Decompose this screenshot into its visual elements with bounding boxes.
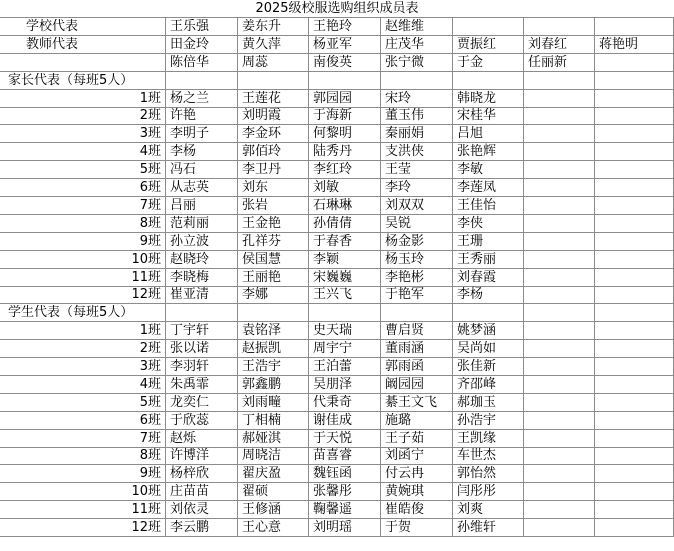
empty-cell: [524, 197, 595, 215]
school-rep-label: 学校代表: [0, 18, 166, 36]
empty-cell: [524, 215, 595, 233]
class-label: 3班: [0, 358, 166, 376]
name-cell: 王修涵: [238, 501, 309, 519]
class-label: 4班: [0, 376, 166, 394]
class-label: 10班: [0, 251, 166, 269]
name-cell: 刘依灵: [166, 501, 238, 519]
name-cell: 袁铭泽: [238, 322, 309, 340]
empty-cell: [238, 304, 309, 322]
empty-cell: [524, 394, 595, 412]
name-cell: 朱禹霏: [166, 376, 238, 394]
name-cell: 郭怡然: [453, 465, 524, 483]
empty-cell: [595, 251, 674, 269]
empty-cell: [524, 483, 595, 501]
empty-cell: [595, 501, 674, 519]
name-cell: 蒋艳明: [595, 36, 674, 54]
empty-cell: [381, 304, 453, 322]
empty-cell: [595, 215, 674, 233]
empty-cell: [595, 197, 674, 215]
empty-cell: [595, 465, 674, 483]
name-cell: 苗喜睿: [309, 447, 381, 465]
empty-cell: [595, 430, 674, 448]
name-cell: 李敏: [453, 161, 524, 179]
empty-cell: [453, 18, 524, 36]
class-label: 1班: [0, 90, 166, 108]
name-cell: 代秉奇: [309, 394, 381, 412]
class-label: 8班: [0, 447, 166, 465]
name-cell: 张馨彤: [309, 483, 381, 501]
empty-cell: [595, 72, 674, 90]
student-section-header: 学生代表（每班5人）: [0, 304, 166, 322]
name-cell: 刘敏: [309, 179, 381, 197]
name-cell: 周晓洁: [238, 447, 309, 465]
empty-cell: [595, 340, 674, 358]
empty-cell: [524, 18, 595, 36]
name-cell: 刘函宁: [381, 447, 453, 465]
class-label: 2班: [0, 107, 166, 125]
name-cell: 姚梦涵: [453, 322, 524, 340]
table-title: 2025级校服选购组织成员表: [0, 0, 674, 18]
class-label: 9班: [0, 465, 166, 483]
name-cell: 阚园园: [381, 376, 453, 394]
empty-cell: [524, 269, 595, 287]
name-cell: 宋玲: [381, 90, 453, 108]
empty-cell: [524, 412, 595, 430]
name-cell: 王泊蕾: [309, 358, 381, 376]
name-cell: 黄婉琪: [381, 483, 453, 501]
name-cell: 李晓梅: [166, 269, 238, 287]
empty-cell: [524, 90, 595, 108]
empty-cell: [595, 107, 674, 125]
name-cell: 王秀丽: [453, 251, 524, 269]
name-cell: 杨之兰: [166, 90, 238, 108]
name-cell: 郭鑫鹏: [238, 376, 309, 394]
class-label: 11班: [0, 501, 166, 519]
name-cell: 侯国慧: [238, 251, 309, 269]
empty-cell: [524, 501, 595, 519]
name-cell: 李红玲: [309, 161, 381, 179]
name-cell: 李明子: [166, 125, 238, 143]
class-label: 12班: [0, 519, 166, 537]
empty-cell: [595, 483, 674, 501]
name-cell: 南俊英: [309, 54, 381, 72]
name-cell: 刘春红: [524, 36, 595, 54]
empty-cell: [524, 322, 595, 340]
name-cell: 石琳琳: [309, 197, 381, 215]
name-cell: 王丽艳: [238, 269, 309, 287]
name-cell: 鞠馨遥: [309, 501, 381, 519]
name-cell: 许博洋: [166, 447, 238, 465]
name-cell: 崔亚清: [166, 286, 238, 304]
name-cell: 郭佰玲: [238, 143, 309, 161]
name-cell: 杨亚军: [309, 36, 381, 54]
empty-cell: [595, 376, 674, 394]
name-cell: 张以诺: [166, 340, 238, 358]
empty-cell: [0, 54, 166, 72]
name-cell: 孙维轩: [453, 519, 524, 537]
name-cell: 冯石: [166, 161, 238, 179]
empty-cell: [595, 179, 674, 197]
class-label: 6班: [0, 412, 166, 430]
name-cell: 赵晓玲: [166, 251, 238, 269]
empty-cell: [595, 269, 674, 287]
name-cell: 于艳军: [381, 286, 453, 304]
empty-cell: [166, 304, 238, 322]
empty-cell: [595, 54, 674, 72]
empty-cell: [524, 107, 595, 125]
class-label: 10班: [0, 483, 166, 501]
parent-section-header: 家长代表（每班5人）: [0, 72, 166, 90]
empty-cell: [524, 161, 595, 179]
name-cell: 丁相楠: [238, 412, 309, 430]
empty-cell: [381, 72, 453, 90]
empty-cell: [238, 72, 309, 90]
name-cell: 于贺: [381, 519, 453, 537]
empty-cell: [524, 304, 595, 322]
name-cell: 赵振凯: [238, 340, 309, 358]
empty-cell: [309, 304, 381, 322]
empty-cell: [595, 18, 674, 36]
class-label: 9班: [0, 233, 166, 251]
name-cell: 施璐: [381, 412, 453, 430]
name-cell: 龙奕仁: [166, 394, 238, 412]
class-label: 4班: [0, 143, 166, 161]
name-cell: 刘双双: [381, 197, 453, 215]
name-cell: 王莹: [381, 161, 453, 179]
name-cell: 李羽轩: [166, 358, 238, 376]
name-cell: 孙浩宇: [453, 412, 524, 430]
name-cell: 史天瑞: [309, 322, 381, 340]
name-cell: 李莲凤: [453, 179, 524, 197]
name-cell: 刘东: [238, 179, 309, 197]
name-cell: 翟硕: [238, 483, 309, 501]
empty-cell: [595, 233, 674, 251]
name-cell: 李云鹏: [166, 519, 238, 537]
name-cell: 从志英: [166, 179, 238, 197]
name-cell: 庄茂华: [381, 36, 453, 54]
name-cell: 翟庆盈: [238, 465, 309, 483]
name-cell: 孔祥芬: [238, 233, 309, 251]
name-cell: 王珊: [453, 233, 524, 251]
name-cell: 王兴飞: [309, 286, 381, 304]
empty-cell: [595, 394, 674, 412]
class-label: 2班: [0, 340, 166, 358]
name-cell: 王心意: [238, 519, 309, 537]
empty-cell: [524, 179, 595, 197]
name-cell: 丁宇轩: [166, 322, 238, 340]
empty-cell: [595, 358, 674, 376]
name-cell: 郝娅淇: [238, 430, 309, 448]
empty-cell: [595, 161, 674, 179]
empty-cell: [524, 447, 595, 465]
name-cell: 李侠: [453, 215, 524, 233]
empty-cell: [453, 304, 524, 322]
name-cell: 支洪侠: [381, 143, 453, 161]
empty-cell: [595, 447, 674, 465]
name-cell: 王浩宇: [238, 358, 309, 376]
name-cell: 王金艳: [238, 215, 309, 233]
name-cell: 王莲花: [238, 90, 309, 108]
name-cell: 李玲: [381, 179, 453, 197]
class-label: 11班: [0, 269, 166, 287]
name-cell: 李娜: [238, 286, 309, 304]
empty-cell: [595, 304, 674, 322]
name-cell: 于天悦: [309, 430, 381, 448]
class-label: 5班: [0, 394, 166, 412]
name-cell: 李金环: [238, 125, 309, 143]
empty-cell: [309, 72, 381, 90]
name-cell: 郭园园: [309, 90, 381, 108]
name-cell: 王乐强: [166, 18, 238, 36]
name-cell: 吕丽: [166, 197, 238, 215]
empty-cell: [524, 143, 595, 161]
name-cell: 陈倍华: [166, 54, 238, 72]
name-cell: 许艳: [166, 107, 238, 125]
empty-cell: [524, 251, 595, 269]
empty-cell: [524, 358, 595, 376]
name-cell: 吴锐: [381, 215, 453, 233]
name-cell: 何黎明: [309, 125, 381, 143]
empty-cell: [524, 519, 595, 537]
name-cell: 姜东升: [238, 18, 309, 36]
name-cell: 赵烁: [166, 430, 238, 448]
name-cell: 吕旭: [453, 125, 524, 143]
name-cell: 郭雨函: [381, 358, 453, 376]
empty-cell: [524, 125, 595, 143]
name-cell: 李杨: [166, 143, 238, 161]
name-cell: 付云冉: [381, 465, 453, 483]
name-cell: 周蕊: [238, 54, 309, 72]
name-cell: 刘明瑶: [309, 519, 381, 537]
teacher-rep-label: 教师代表: [0, 36, 166, 54]
name-cell: 杨金影: [381, 233, 453, 251]
name-cell: 范莉丽: [166, 215, 238, 233]
name-cell: 于金: [453, 54, 524, 72]
name-cell: 秦丽娟: [381, 125, 453, 143]
empty-cell: [595, 412, 674, 430]
class-label: 6班: [0, 179, 166, 197]
name-cell: 魏钰函: [309, 465, 381, 483]
name-cell: 庄苗苗: [166, 483, 238, 501]
name-cell: 王佳怡: [453, 197, 524, 215]
empty-cell: [595, 125, 674, 143]
empty-cell: [166, 72, 238, 90]
empty-cell: [595, 519, 674, 537]
name-cell: 于春香: [309, 233, 381, 251]
name-cell: 孙倩倩: [309, 215, 381, 233]
name-cell: 郝珈玉: [453, 394, 524, 412]
name-cell: 孙立波: [166, 233, 238, 251]
empty-cell: [595, 90, 674, 108]
class-label: 5班: [0, 161, 166, 179]
empty-cell: [524, 72, 595, 90]
name-cell: 董雨涵: [381, 340, 453, 358]
class-label: 3班: [0, 125, 166, 143]
name-cell: 吴朋泽: [309, 376, 381, 394]
empty-cell: [595, 143, 674, 161]
name-cell: 刘明霞: [238, 107, 309, 125]
name-cell: 曹启贤: [381, 322, 453, 340]
empty-cell: [524, 376, 595, 394]
name-cell: 车世杰: [453, 447, 524, 465]
name-cell: 陆秀丹: [309, 143, 381, 161]
name-cell: 张宁微: [381, 54, 453, 72]
name-cell: 杨玉玲: [381, 251, 453, 269]
name-cell: 刘雨疃: [238, 394, 309, 412]
empty-cell: [524, 286, 595, 304]
name-cell: 任丽新: [524, 54, 595, 72]
name-cell: 李卫丹: [238, 161, 309, 179]
class-label: 7班: [0, 197, 166, 215]
name-cell: 谢佳成: [309, 412, 381, 430]
name-cell: 周宇宁: [309, 340, 381, 358]
empty-cell: [524, 465, 595, 483]
name-cell: 李艳彬: [381, 269, 453, 287]
name-cell: 崔皓俊: [381, 501, 453, 519]
name-cell: 张佳新: [453, 358, 524, 376]
empty-cell: [524, 233, 595, 251]
name-cell: 董玉伟: [381, 107, 453, 125]
empty-cell: [595, 286, 674, 304]
name-cell: 张岩: [238, 197, 309, 215]
empty-cell: [524, 430, 595, 448]
name-cell: 刘春霞: [453, 269, 524, 287]
class-label: 12班: [0, 286, 166, 304]
name-cell: 黄久萍: [238, 36, 309, 54]
empty-cell: [595, 322, 674, 340]
class-label: 1班: [0, 322, 166, 340]
name-cell: 綦王文飞: [381, 394, 453, 412]
name-cell: 齐邵峰: [453, 376, 524, 394]
name-cell: 李杨: [453, 286, 524, 304]
class-label: 7班: [0, 430, 166, 448]
name-cell: 刘爽: [453, 501, 524, 519]
empty-cell: [453, 72, 524, 90]
name-cell: 于欣蕊: [166, 412, 238, 430]
name-cell: 贾振红: [453, 36, 524, 54]
name-cell: 王艳玲: [309, 18, 381, 36]
name-cell: 赵维维: [381, 18, 453, 36]
name-cell: 吴尚如: [453, 340, 524, 358]
name-cell: 李颖: [309, 251, 381, 269]
name-cell: 田金玲: [166, 36, 238, 54]
empty-cell: [524, 340, 595, 358]
name-cell: 闫彤彤: [453, 483, 524, 501]
class-label: 8班: [0, 215, 166, 233]
name-cell: 杨梓欣: [166, 465, 238, 483]
name-cell: 王子茹: [381, 430, 453, 448]
name-cell: 于海新: [309, 107, 381, 125]
name-cell: 张艳辉: [453, 143, 524, 161]
name-cell: 王凯缘: [453, 430, 524, 448]
name-cell: 宋巍巍: [309, 269, 381, 287]
name-cell: 宋桂华: [453, 107, 524, 125]
name-cell: 韩晓龙: [453, 90, 524, 108]
